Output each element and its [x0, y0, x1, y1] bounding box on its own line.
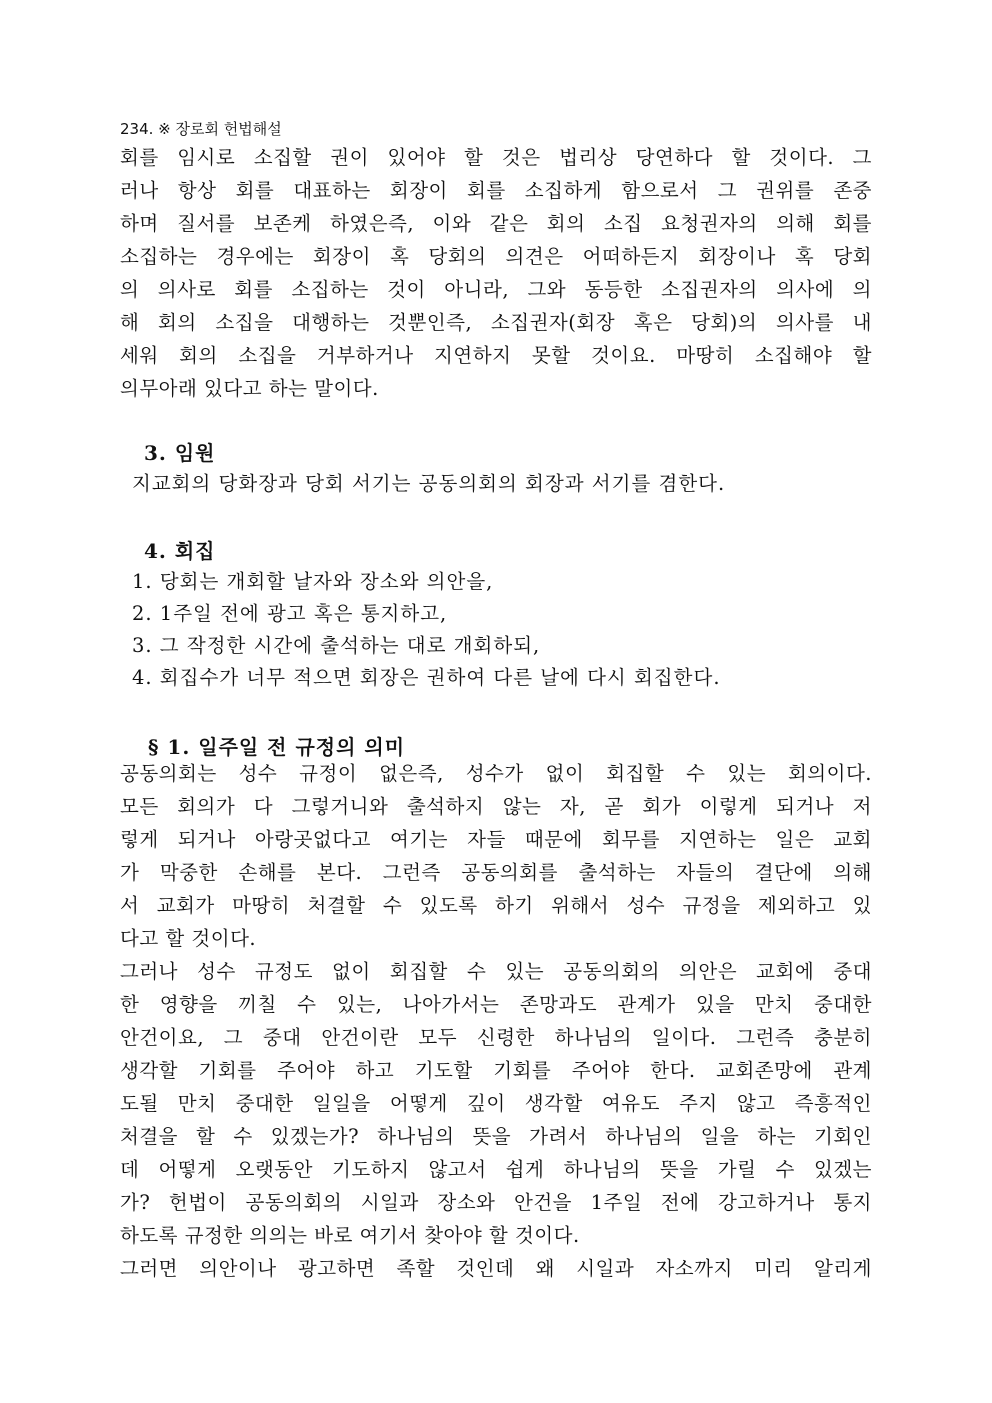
text-line: 다고 할 것이다. [120, 927, 257, 950]
text-line: 가 막중한 손해를 본다. 그런즉 공동의회를 출석하는 자들의 결단에 의해 [120, 861, 872, 884]
text-line: 한 영향을 끼칠 수 있는, 나아가서는 존망과도 관계가 있을 만치 중대한 [120, 993, 872, 1016]
text-line: 처결을 할 수 있겠는가? 하나님의 뜻을 가려서 하나님의 일을 하는 기회인 [120, 1125, 872, 1148]
list-item: 4. 회집수가 너무 적으면 회장은 권하여 다른 날에 다시 회집한다. [132, 666, 721, 689]
text-line: 소집하는 경우에는 회장이 혹 당회의 의견은 어떠하든지 회장이나 혹 당회 [120, 245, 872, 268]
section-heading-officers: 3. 임원 [144, 441, 216, 465]
subsection-heading: § 1. 일주일 전 규정의 의미 [148, 735, 406, 759]
text-line: 가? 헌법이 공동의회의 시일과 장소와 안건을 1주일 전에 강고하거나 통지 [120, 1191, 872, 1214]
text-line: 모든 회의가 다 그렇거니와 출석하지 않는 자, 곧 회가 이렇게 되거나 저 [120, 795, 872, 818]
text-line: 안건이요, 그 중대 안건이란 모두 신령한 하나님의 일이다. 그런즉 충분히 [120, 1026, 872, 1049]
text-line: 의 의사로 회를 소집하는 것이 아니라, 그와 동등한 소집권자의 의사에 의 [120, 278, 872, 301]
text-line: 러나 항상 회를 대표하는 회장이 회를 소집하게 함으로서 그 권위를 존중 [120, 179, 872, 202]
page-header: 234. ※ 장로회 헌법해설 [120, 120, 282, 138]
section-text: 지교회의 당화장과 당회 서기는 공동의회의 회장과 서기를 겸한다. [132, 472, 726, 495]
text-line: 렇게 되거나 아랑곳없다고 여기는 자들 때문에 회무를 지연하는 일은 교회 [120, 828, 872, 851]
text-line: 하며 질서를 보존케 하였은즉, 이와 같은 회의 소집 요청권자의 의해 회를 [120, 212, 872, 235]
text-line: 그러나 성수 규정도 없이 회집할 수 있는 공동의회의 의안은 교회에 중대 [120, 960, 872, 983]
list-item: 3. 그 작정한 시간에 출석하는 대로 개회하되, [132, 634, 541, 657]
text-line: 데 어떻게 오랫동안 기도하지 않고서 쉽게 하나님의 뜻을 가릴 수 있겠는 [120, 1158, 872, 1181]
text-line: 생각할 기회를 주어야 하고 기도할 기회를 주어야 한다. 교회존망에 관계 [120, 1059, 872, 1082]
text-line: 회를 임시로 소집할 권이 있어야 할 것은 법리상 당연하다 할 것이다. 그 [120, 146, 872, 169]
list-item: 1. 당회는 개회할 날자와 장소와 의안을, [132, 570, 494, 593]
text-line: 도될 만치 중대한 일일을 어떻게 깊이 생각할 여유도 주지 않고 즉흥적인 [120, 1092, 872, 1115]
section-heading-meeting: 4. 회집 [144, 539, 216, 563]
text-line: 그러면 의안이나 광고하면 족할 것인데 왜 시일과 자소까지 미리 알리게 [120, 1257, 872, 1280]
text-line: 하도록 규정한 의의는 바로 여기서 찾아야 할 것이다. [120, 1224, 580, 1247]
text-line: 의무아래 있다고 하는 말이다. [120, 377, 379, 400]
text-line: 공동의회는 성수 규정이 없은즉, 성수가 없이 회집할 수 있는 회의이다. [120, 762, 872, 785]
list-item: 2. 1주일 전에 광고 혹은 통지하고, [132, 602, 448, 625]
text-line: 서 교회가 마땅히 처결할 수 있도록 하기 위해서 성수 규정을 제외하고 있 [120, 894, 872, 917]
text-line: 해 회의 소집을 대행하는 것뿐인즉, 소집권자(회장 혹은 당회)의 의사를 내 [120, 311, 872, 334]
text-line: 세워 회의 소집을 거부하거나 지연하지 못할 것이요. 마땅히 소집해야 할 [120, 344, 872, 367]
